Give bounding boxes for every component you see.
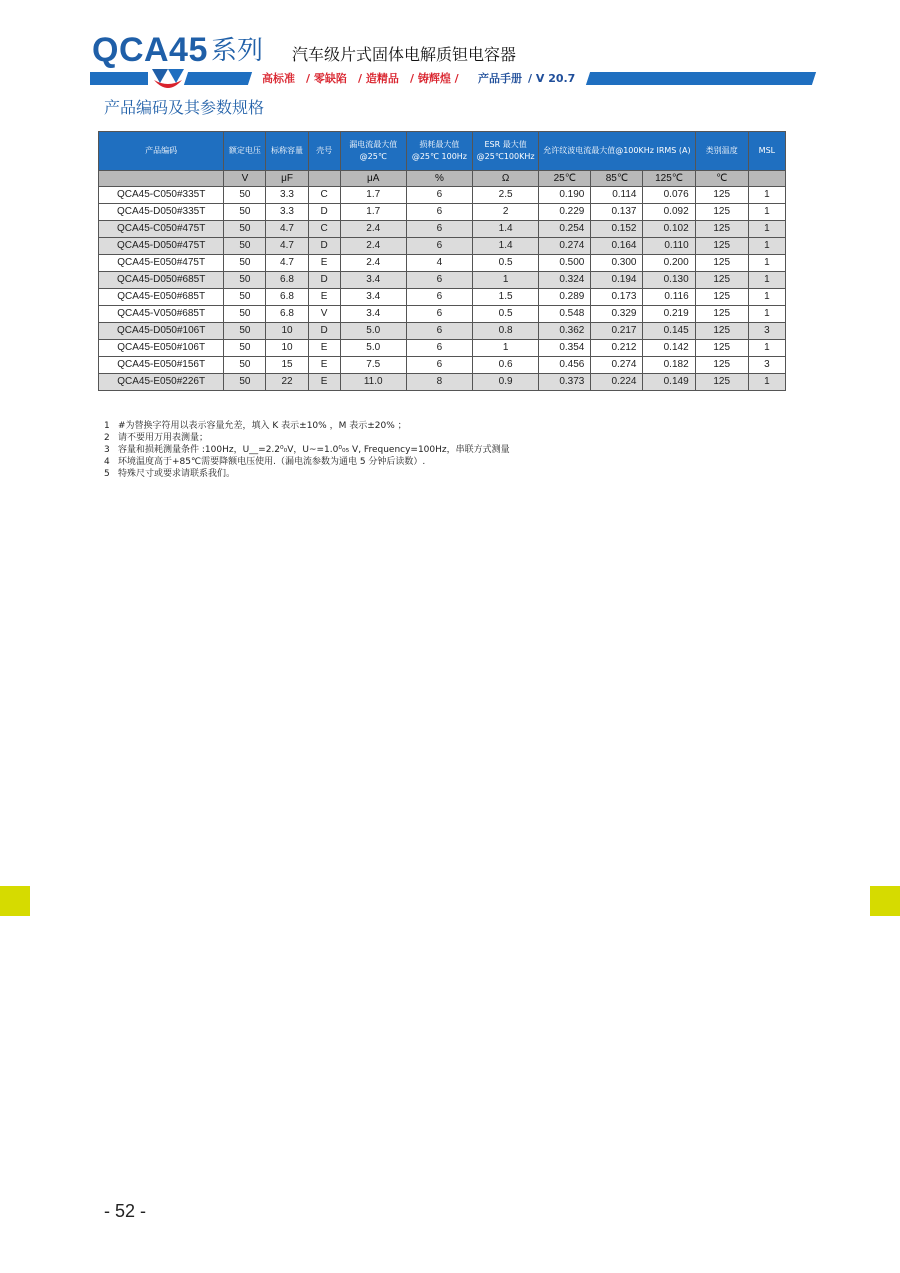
cell-capacitance: 6.8 (266, 289, 308, 306)
unit-ripple-85: 85℃ (591, 171, 643, 187)
unit-capacitance: μF (266, 171, 308, 187)
cell-ripple-125: 0.182 (643, 357, 695, 374)
cell-part: QCA45-C050#335T (99, 187, 224, 204)
header-bar-left (90, 72, 148, 85)
cell-case: E (308, 340, 340, 357)
cell-part: QCA45-E050#156T (99, 357, 224, 374)
cell-leakage: 1.7 (340, 187, 406, 204)
cell-voltage: 50 (224, 289, 266, 306)
cell-esr: 0.5 (473, 306, 539, 323)
page-number: - 52 - (104, 1201, 147, 1221)
header-leakage: 漏电流最大值@25℃ (340, 132, 406, 171)
cell-case: C (308, 187, 340, 204)
cell-leakage: 5.0 (340, 323, 406, 340)
cell-ripple-25: 0.362 (539, 323, 591, 340)
cell-ripple-85: 0.194 (591, 272, 643, 289)
cell-df: 6 (406, 221, 472, 238)
side-tab-left (0, 886, 30, 916)
cell-ripple-85: 0.164 (591, 238, 643, 255)
cell-ripple-85: 0.152 (591, 221, 643, 238)
cell-part: QCA45-D050#475T (99, 238, 224, 255)
cell-ripple-85: 0.300 (591, 255, 643, 272)
cell-ripple-85: 0.137 (591, 204, 643, 221)
brand-title: QCA45 (92, 31, 208, 69)
cell-capacitance: 4.7 (266, 255, 308, 272)
unit-df: % (406, 171, 472, 187)
cell-voltage: 50 (224, 323, 266, 340)
cell-part: QCA45-D050#335T (99, 204, 224, 221)
cell-capacitance: 4.7 (266, 238, 308, 255)
table-row (99, 187, 786, 204)
cell-temp: 125 (695, 204, 748, 221)
cell-df: 6 (406, 323, 472, 340)
cell-leakage: 3.4 (340, 272, 406, 289)
cell-capacitance: 3.3 (266, 204, 308, 221)
cell-leakage: 11.0 (340, 374, 406, 391)
cell-temp: 125 (695, 289, 748, 306)
unit-blank (99, 171, 224, 187)
cell-esr: 2 (473, 204, 539, 221)
cell-ripple-25: 0.254 (539, 221, 591, 238)
header-part: 产品编码 (99, 132, 224, 171)
cell-part: QCA45-E050#106T (99, 340, 224, 357)
cell-part: QCA45-E050#685T (99, 289, 224, 306)
cell-temp: 125 (695, 374, 748, 391)
cell-msl: 1 (748, 255, 785, 272)
cell-df: 6 (406, 187, 472, 204)
cell-voltage: 50 (224, 238, 266, 255)
cell-capacitance: 10 (266, 340, 308, 357)
cell-temp: 125 (695, 323, 748, 340)
cell-leakage: 2.4 (340, 255, 406, 272)
cell-temp: 125 (695, 221, 748, 238)
cell-ripple-125: 0.142 (643, 340, 695, 357)
cell-case: D (308, 204, 340, 221)
cell-ripple-125: 0.130 (643, 272, 695, 289)
cell-case: E (308, 357, 340, 374)
cell-temp: 125 (695, 340, 748, 357)
cell-leakage: 2.4 (340, 238, 406, 255)
cell-voltage: 50 (224, 340, 266, 357)
note-number: 5 (104, 469, 110, 479)
spec-table-body (99, 187, 786, 391)
cell-ripple-85: 0.224 (591, 374, 643, 391)
header-ripple: 允许纹波电流最大值@100KHz IRMS (A) (539, 132, 695, 171)
cell-msl: 1 (748, 272, 785, 289)
document-title: 汽车级片式固体电解质钽电容器 (292, 45, 517, 64)
cell-ripple-25: 0.289 (539, 289, 591, 306)
note-item (104, 456, 510, 468)
cell-case: C (308, 221, 340, 238)
cell-df: 6 (406, 306, 472, 323)
cell-voltage: 50 (224, 357, 266, 374)
cell-ripple-85: 0.173 (591, 289, 643, 306)
table-row (99, 374, 786, 391)
cell-case: D (308, 238, 340, 255)
cell-voltage: 50 (224, 272, 266, 289)
note-text: 请不要用万用表测量； (118, 433, 209, 443)
table-row (99, 238, 786, 255)
spec-table (98, 131, 786, 391)
table-row (99, 306, 786, 323)
cell-esr: 1.4 (473, 221, 539, 238)
header-voltage: 额定电压 (224, 132, 266, 171)
unit-esr: Ω (473, 171, 539, 187)
header-bar-mid (184, 72, 252, 85)
cell-voltage: 50 (224, 255, 266, 272)
cell-part: QCA45-D050#685T (99, 272, 224, 289)
cell-part: QCA45-E050#475T (99, 255, 224, 272)
cell-temp: 125 (695, 255, 748, 272)
cell-ripple-125: 0.092 (643, 204, 695, 221)
cell-ripple-25: 0.354 (539, 340, 591, 357)
note-text: #为替换字符用以表示容量允差，填入 K 表示±10% ，M 表示±20% ； (118, 421, 407, 431)
note-number: 4 (104, 457, 110, 467)
cell-ripple-85: 0.274 (591, 357, 643, 374)
cell-df: 8 (406, 374, 472, 391)
cell-msl: 1 (748, 374, 785, 391)
cell-capacitance: 22 (266, 374, 308, 391)
cell-esr: 0.5 (473, 255, 539, 272)
cell-case: E (308, 255, 340, 272)
cell-df: 6 (406, 204, 472, 221)
table-row (99, 255, 786, 272)
cell-temp: 125 (695, 238, 748, 255)
cell-ripple-25: 0.229 (539, 204, 591, 221)
cell-case: D (308, 272, 340, 289)
series-label: 系列 (211, 36, 264, 66)
table-row (99, 289, 786, 306)
cell-capacitance: 3.3 (266, 187, 308, 204)
cell-leakage: 1.7 (340, 204, 406, 221)
cell-ripple-85: 0.212 (591, 340, 643, 357)
cell-ripple-125: 0.102 (643, 221, 695, 238)
cell-voltage: 50 (224, 306, 266, 323)
cell-capacitance: 6.8 (266, 272, 308, 289)
cell-ripple-125: 0.145 (643, 323, 695, 340)
note-number: 1 (104, 421, 110, 431)
cell-ripple-25: 0.324 (539, 272, 591, 289)
cell-ripple-25: 0.500 (539, 255, 591, 272)
note-text: 容量和损耗测量条件 :100Hz，U__=2.2⁰₀V，U~=1.0⁰₀₅ V, Frequency=100Hz，串联方式测量 (118, 445, 510, 455)
header-bar-right (586, 72, 816, 85)
cell-msl: 3 (748, 357, 785, 374)
cell-capacitance: 15 (266, 357, 308, 374)
cell-esr: 0.8 (473, 323, 539, 340)
unit-temp: ℃ (695, 171, 748, 187)
cell-df: 6 (406, 357, 472, 374)
cell-case: V (308, 306, 340, 323)
slogan-3: / 造精品 (358, 72, 399, 85)
table-row (99, 221, 786, 238)
cell-msl: 1 (748, 221, 785, 238)
cell-esr: 1.5 (473, 289, 539, 306)
cell-ripple-25: 0.190 (539, 187, 591, 204)
cell-ripple-25: 0.456 (539, 357, 591, 374)
header-row (99, 132, 786, 171)
cell-msl: 3 (748, 323, 785, 340)
cell-esr: 0.6 (473, 357, 539, 374)
cell-temp: 125 (695, 187, 748, 204)
cell-ripple-85: 0.217 (591, 323, 643, 340)
cell-df: 6 (406, 340, 472, 357)
cell-part: QCA45-E050#226T (99, 374, 224, 391)
cell-ripple-25: 0.373 (539, 374, 591, 391)
note-text: 特殊尺寸或要求请联系我们。 (118, 469, 236, 479)
note-item (104, 420, 510, 432)
unit-ripple-125: 125℃ (643, 171, 695, 187)
cell-voltage: 50 (224, 374, 266, 391)
table-row (99, 323, 786, 340)
unit-ripple-25: 25℃ (539, 171, 591, 187)
cell-case: E (308, 289, 340, 306)
cell-temp: 125 (695, 357, 748, 374)
cell-voltage: 50 (224, 187, 266, 204)
cell-msl: 1 (748, 187, 785, 204)
company-logo-icon (150, 66, 186, 92)
cell-capacitance: 6.8 (266, 306, 308, 323)
cell-df: 4 (406, 255, 472, 272)
cell-ripple-85: 0.329 (591, 306, 643, 323)
cell-leakage: 5.0 (340, 340, 406, 357)
note-number: 3 (104, 445, 110, 455)
cell-leakage: 3.4 (340, 289, 406, 306)
units-row (99, 171, 786, 187)
cell-ripple-125: 0.149 (643, 374, 695, 391)
cell-case: E (308, 374, 340, 391)
header-temp: 类别温度 (695, 132, 748, 171)
cell-esr: 0.9 (473, 374, 539, 391)
note-item (104, 444, 510, 456)
cell-voltage: 50 (224, 204, 266, 221)
cell-ripple-25: 0.548 (539, 306, 591, 323)
cell-esr: 1.4 (473, 238, 539, 255)
header-case: 壳号 (308, 132, 340, 171)
cell-ripple-85: 0.114 (591, 187, 643, 204)
cell-case: D (308, 323, 340, 340)
cell-voltage: 50 (224, 221, 266, 238)
slogan-4: / 铸辉煌 / (410, 72, 459, 85)
version-label: / V 20.7 (528, 72, 576, 85)
cell-df: 6 (406, 238, 472, 255)
cell-part: QCA45-D050#106T (99, 323, 224, 340)
cell-ripple-125: 0.110 (643, 238, 695, 255)
table-row (99, 340, 786, 357)
cell-df: 6 (406, 272, 472, 289)
cell-capacitance: 10 (266, 323, 308, 340)
cell-ripple-125: 0.200 (643, 255, 695, 272)
header-capacitance: 标称容量 (266, 132, 308, 171)
cell-msl: 1 (748, 204, 785, 221)
table-row (99, 204, 786, 221)
unit-voltage: V (224, 171, 266, 187)
header-msl: MSL (748, 132, 785, 171)
cell-msl: 1 (748, 289, 785, 306)
cell-part: QCA45-V050#685T (99, 306, 224, 323)
cell-temp: 125 (695, 272, 748, 289)
note-item (104, 432, 510, 444)
section-title: 产品编码及其参数规格 (104, 98, 265, 117)
unit-case-blank (308, 171, 340, 187)
cell-ripple-125: 0.076 (643, 187, 695, 204)
cell-leakage: 3.4 (340, 306, 406, 323)
cell-esr: 1 (473, 340, 539, 357)
cell-capacitance: 4.7 (266, 221, 308, 238)
notes-list (104, 420, 510, 480)
cell-esr: 2.5 (473, 187, 539, 204)
side-tab-right (870, 886, 900, 916)
cell-msl: 1 (748, 306, 785, 323)
note-item (104, 468, 510, 480)
cell-ripple-125: 0.219 (643, 306, 695, 323)
cell-ripple-125: 0.116 (643, 289, 695, 306)
slogan-1: 高标准 (262, 72, 295, 85)
header-df: 损耗最大值@25℃ 100Hz (406, 132, 472, 171)
table-row (99, 272, 786, 289)
cell-leakage: 7.5 (340, 357, 406, 374)
cell-msl: 1 (748, 340, 785, 357)
manual-label: 产品手册 (478, 72, 522, 85)
header-esr: ESR 最大值@25℃100KHz (473, 132, 539, 171)
cell-part: QCA45-C050#475T (99, 221, 224, 238)
cell-esr: 1 (473, 272, 539, 289)
cell-df: 6 (406, 289, 472, 306)
cell-ripple-25: 0.274 (539, 238, 591, 255)
note-number: 2 (104, 433, 110, 443)
slogan-2: / 零缺陷 (306, 72, 347, 85)
table-row (99, 357, 786, 374)
note-text: 环境温度高于+85℃需要降额电压使用.（漏电流参数为通电 5 分钟后读数）. (118, 457, 426, 467)
cell-msl: 1 (748, 238, 785, 255)
cell-temp: 125 (695, 306, 748, 323)
unit-msl-blank (748, 171, 785, 187)
cell-leakage: 2.4 (340, 221, 406, 238)
unit-leakage: μA (340, 171, 406, 187)
